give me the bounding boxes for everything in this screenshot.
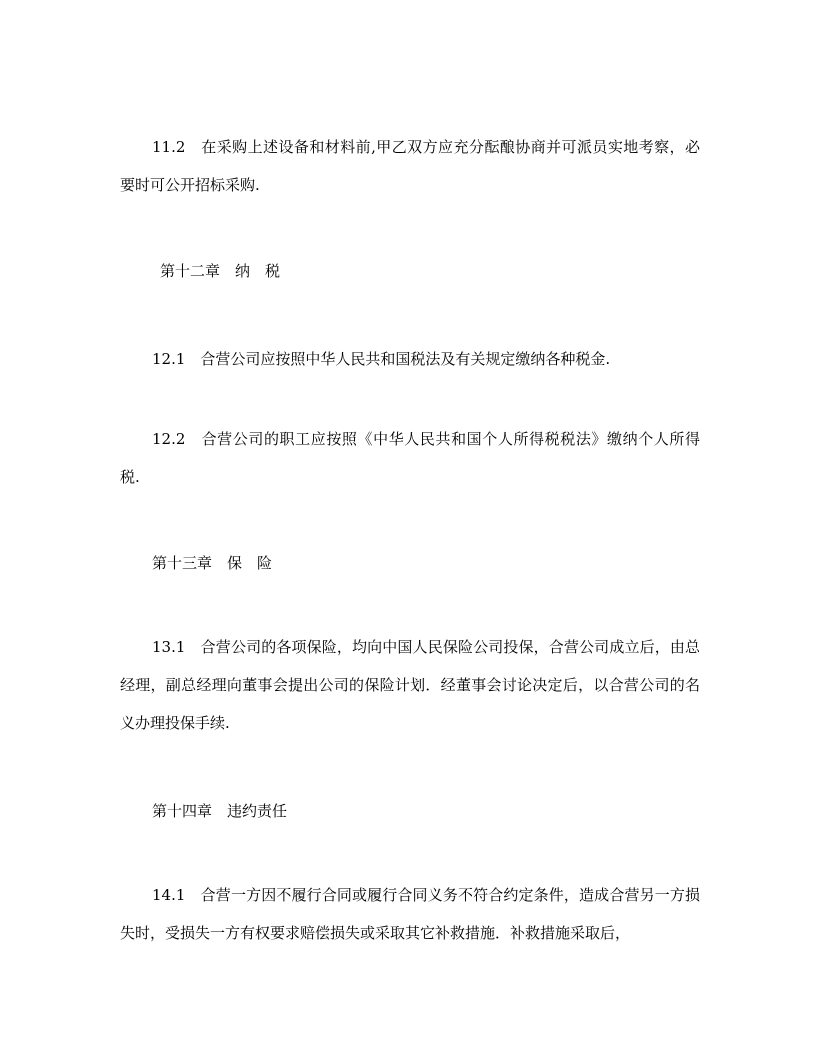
chapter-13-heading: 第十三章 保 险 xyxy=(152,554,273,572)
clause-13-1: 13.1 合营公司的各项保险，均向中国人民保险公司投保，合营公司成立后，由总经理，副总经理向董事会提出公司的保险计划．经董事会讨论决定后，以合营公司的名义办理投保手续. xyxy=(120,638,700,732)
clause-12-1: 12.1 合营公司应按照中华人民共和国税法及有关规定缴纳各种税金. xyxy=(152,350,611,368)
clause-14-1: 14.1 合营一方因不履行合同或履行合同义务不符合约定条件，造成合营另一方损失时，受损失一方有权要求赔偿损失或采取其它补救措施．补救措施采取后， xyxy=(120,886,700,942)
clause-11-2: 11.2 在采购上述设备和材料前,甲乙双方应充分酝酿协商并可派员实地考察，必要时可公开招标采购. xyxy=(120,138,700,194)
chapter-14-heading: 第十四章 违约责任 xyxy=(152,802,288,820)
chapter-12-heading: 第十二章 纳 税 xyxy=(160,262,281,280)
clause-12-2: 12.2 合营公司的职工应按照《中华人民共和国个人所得税税法》缴纳个人所得税. xyxy=(120,430,700,486)
